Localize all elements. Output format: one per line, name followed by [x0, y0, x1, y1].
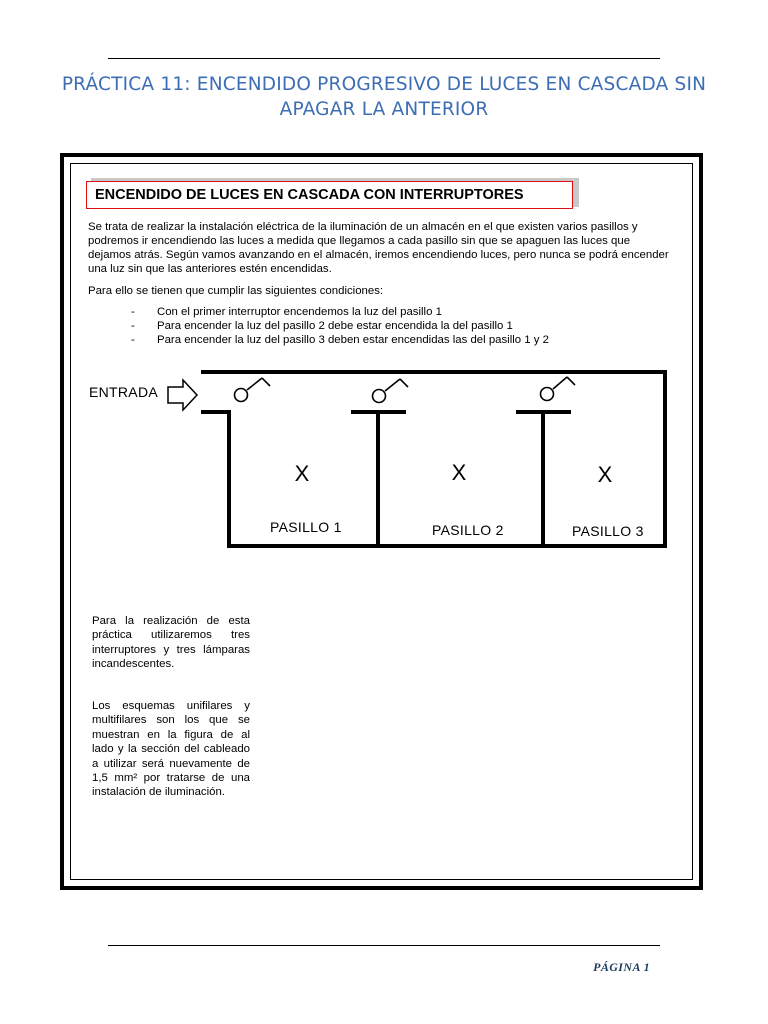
aisle-label-3: PASILLO 3 [572, 523, 644, 539]
list-item [131, 305, 549, 319]
list-item [131, 319, 549, 333]
section-heading-box [86, 181, 573, 209]
lamp-icon: X [597, 462, 613, 487]
switch-icon [235, 378, 271, 402]
materials-paragraph: Para la realización de esta práctica utilizaremos tres interruptores y tres lámparas incandescentes. [92, 615, 250, 671]
page-title-line-2: APAGAR LA ANTERIOR [279, 99, 489, 120]
footer-rule [108, 945, 660, 946]
condition-text: Para encender la luz del pasillo 3 deben estar encendidas las del pasillo 1 y 2 [157, 334, 549, 346]
intro-paragraph: Se trata de realizar la instalación eléctrica de la iluminación de un almacén en el que existen varios pasillos y podremos ir encendiendo las luces a medida que llegamos a cada pasillo sin que se apaguen las luces que dejamos atrás. Según vamos avanzando en el almacén, iremos encendiendo luces, pero nunca se podrá encender una luz sin que las anteriores estén encendidas. [88, 221, 669, 275]
page-title [60, 72, 708, 122]
page-title-line-1: PRÁCTICA 11: ENCENDIDO PROGRESIVO DE LUCES EN CASCADA SIN [61, 74, 707, 95]
wiring-paragraph: Los esquemas unifilares y multifilares son los que se muestran en la figura de al lado y la sección del cableado a utilizar será nuevamente de 1,5 mm² por tratarse de una instalación de iluminación. [92, 700, 250, 799]
list-item [131, 333, 549, 347]
condition-text: Con el primer interruptor encendemos la luz del pasillo 1 [157, 306, 442, 318]
list-dash: - [131, 320, 135, 332]
lamp-icon: X [294, 461, 310, 486]
aisle-label-2: PASILLO 2 [432, 522, 504, 538]
aisle-label-1: PASILLO 1 [270, 519, 342, 535]
lamp-icon: X [451, 460, 467, 485]
entrance-arrow-icon [168, 380, 197, 410]
list-dash: - [131, 334, 135, 346]
conditions-list [131, 305, 549, 347]
header-rule [108, 58, 660, 59]
condition-text: Para encender la luz del pasillo 2 debe estar encendida la del pasillo 1 [157, 320, 513, 332]
list-dash: - [131, 306, 135, 318]
entrance-label: ENTRADA [89, 384, 158, 400]
switch-icon [541, 377, 576, 401]
page-number: PÁGINA 1 [593, 960, 650, 974]
conditions-intro: Para ello se tienen que cumplir las siguientes condiciones: [88, 285, 384, 297]
switch-icon [373, 379, 409, 403]
section-heading: ENCENDIDO DE LUCES EN CASCADA CON INTERRUPTORES [95, 187, 524, 203]
